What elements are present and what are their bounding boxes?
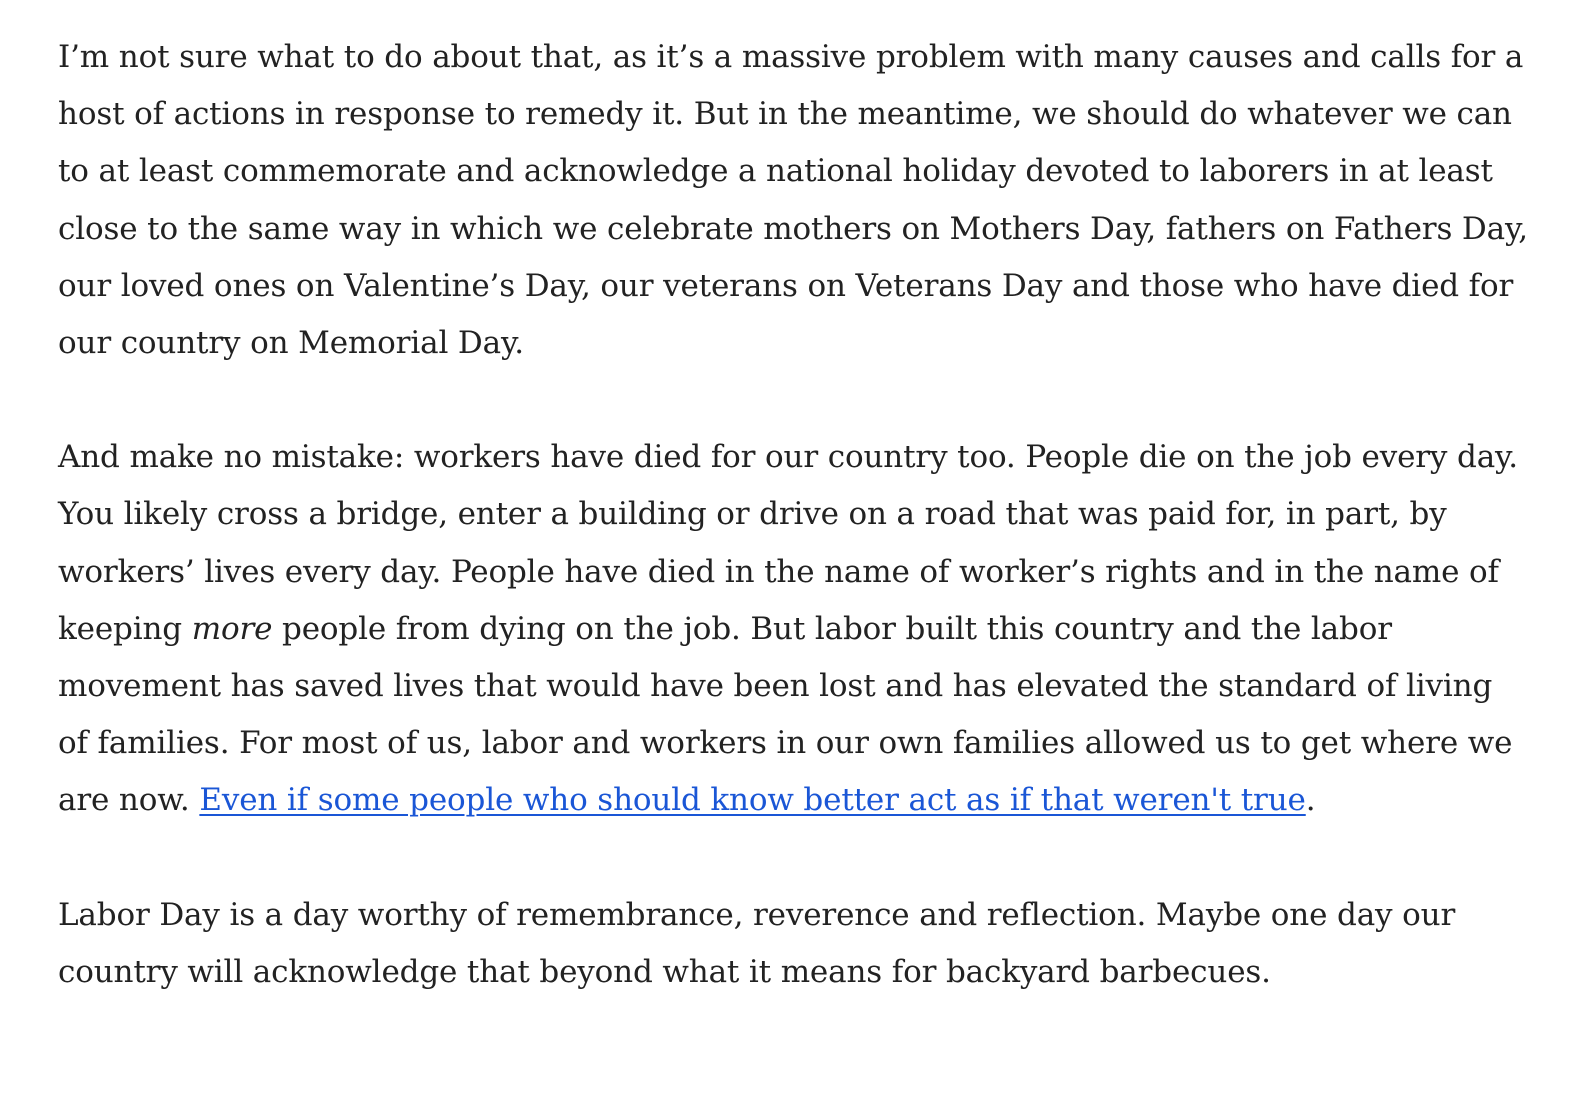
paragraph-2-text-end: . <box>1305 782 1316 819</box>
paragraph-2-text-middle: people from dying on the job. But labor built this country and the labor movement has saved lives that would have been lost and has elevated the standard of living of families. For most of us, labor and workers in our own families allowed us to get where we are now. <box>58 610 1513 819</box>
paragraph-1: I’m not sure what to do about that, as it’s a massive problem with many causes and calls for a host of actions in response to remedy it. But in the meantime, we should do whatever we can to at least commemorate and acknowledge a national holiday devoted to laborers in at least close to the same way in which we celebrate mothers on Mothers Day, fathers on Fathers Day, our loved ones on Valentine’s Day, our veterans on Veterans Day and those who have died for our country on Memorial Day. <box>58 39 1528 362</box>
paragraph-2-text-start: And make no mistake: workers have died for our country too. People die on the job every day. You likely cross a bridge, enter a building or drive on a road that was paid for, in part, by workers’ lives every day. People have died in the name of worker’s rights and in the name of keeping <box>58 439 1518 647</box>
article-link[interactable]: Even if some people who should know better act as if that weren't true <box>199 782 1306 819</box>
emphasis-more: more <box>191 610 273 647</box>
paragraph-3: Labor Day is a day worthy of remembrance, reverence and reflection. Maybe one day our country will acknowledge that beyond what it means for backyard barbecues. <box>58 896 1456 990</box>
paragraph-2 <box>58 429 1528 829</box>
article-body <box>58 29 1528 1001</box>
